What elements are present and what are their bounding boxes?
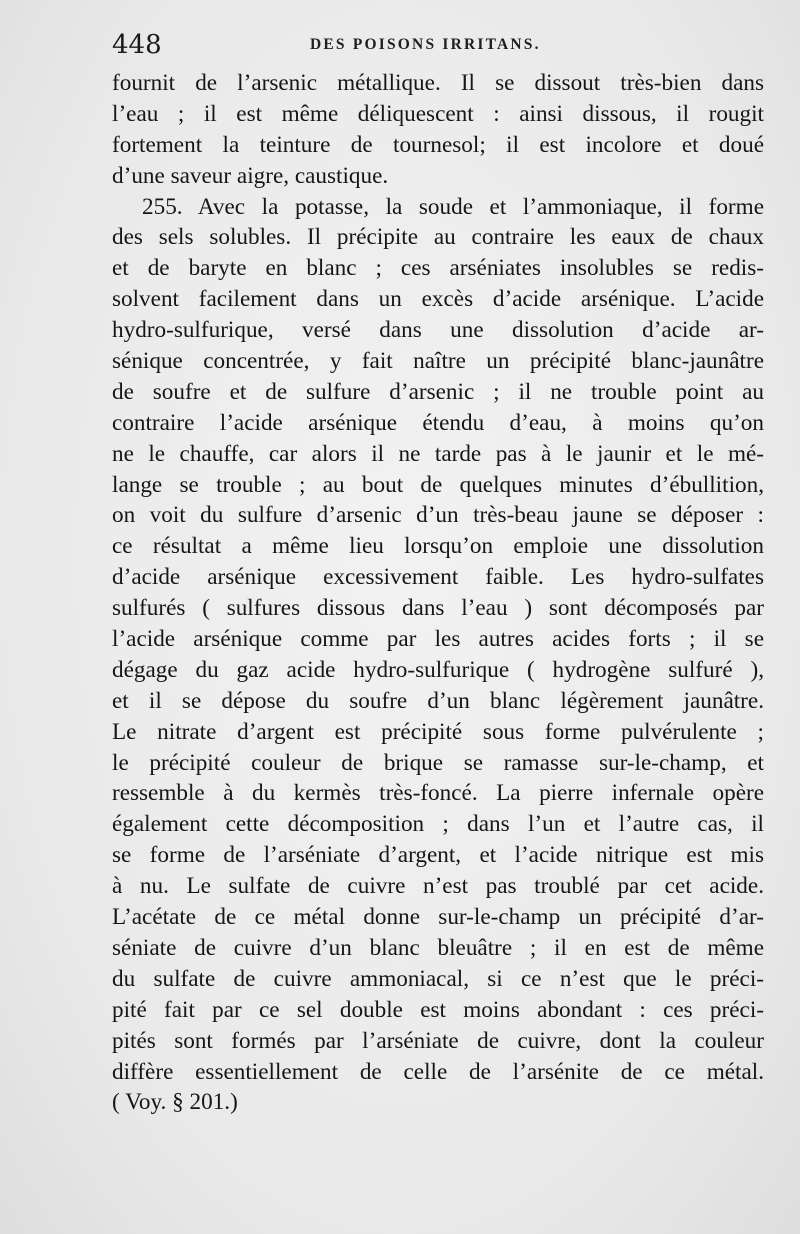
text-line: dégage du gaz acide hydro-sulfurique ( hydrogène sulfuré ), [112, 656, 764, 683]
text-line: pités sont formés par l’arséniate de cuivre, dont la couleur [112, 1027, 764, 1054]
text-line: ressemble à du kermès très-foncé. La pierre infernale opère [112, 780, 764, 807]
page-header [112, 26, 772, 66]
text-line: et de baryte en blanc ; ces arséniates insolubles se redis- [112, 255, 764, 282]
text-line: l’eau ; il est même déliquescent : ainsi dissous, il rougit [112, 100, 764, 127]
text-line: du sulfate de cuivre ammoniacal, si ce n’est que le préci- [112, 965, 764, 992]
text-line: d’acide arsénique excessivement faible. Les hydro-sulfates [112, 564, 764, 591]
text-line: on voit du sulfure d’arsenic d’un très-beau jaune se déposer : [112, 502, 764, 529]
text-line: sulfurés ( sulfures dissous dans l’eau ) sont décomposés par [112, 595, 764, 622]
text-line: et il se dépose du soufre d’un blanc légèrement jaunâtre. [112, 687, 764, 714]
text-line: des sels solubles. Il précipite au contraire les eaux de chaux [112, 224, 764, 251]
text-line: séniate de cuivre d’un blanc bleuâtre ; il en est de même [112, 934, 764, 961]
text-line: L’acétate de ce métal donne sur-le-champ un précipité d’ar- [112, 904, 764, 931]
text-line: Le nitrate d’argent est précipité sous forme pulvérulente ; [112, 718, 764, 745]
text-line: pité fait par ce sel double est moins abondant : ces préci- [112, 996, 764, 1023]
text-line: de soufre et de sulfure d’arsenic ; il ne trouble point au [112, 378, 764, 405]
text-line: lange se trouble ; au bout de quelques minutes d’ébullition, [112, 471, 764, 498]
reference-line: ( Voy. § 201.) [112, 1089, 238, 1116]
text-line: fortement la teinture de tournesol; il est incolore et doué [112, 131, 764, 158]
text-line: contraire l’acide arsénique étendu d’eau, à moins qu’on [112, 409, 764, 436]
page-number: 448 [112, 30, 162, 60]
text-line: également cette décomposition ; dans l’un et l’autre cas, il [112, 811, 764, 838]
text-line: d’une saveur aigre, caustique. [112, 162, 389, 189]
text-line: à nu. Le sulfate de cuivre n’est pas troublé par cet acide. [112, 873, 764, 900]
text-line: diffère essentiellement de celle de l’arsénite de ce métal. [112, 1058, 764, 1085]
text-line: se forme de l’arséniate d’argent, et l’acide nitrique est mis [112, 842, 764, 869]
text-line: fournit de l’arsenic métallique. Il se dissout très-bien dans [112, 70, 764, 96]
text-line: sénique concentrée, y fait naître un précipité blanc-jaunâtre [112, 348, 764, 375]
text-line: solvent facilement dans un excès d’acide arsénique. L’acide [112, 286, 764, 313]
body-text [112, 68, 764, 1118]
text-line: le précipité couleur de brique se ramasse sur-le-champ, et [112, 749, 764, 776]
paragraph-start-line: 255. Avec la potasse, la soude et l’ammoniaque, il forme [142, 193, 764, 220]
text-line: ne le chauffe, car alors il ne tarde pas à le jaunir et le mé- [112, 440, 764, 467]
text-line: hydro-sulfurique, versé dans une dissolution d’acide ar- [112, 317, 764, 344]
text-line: l’acide arsénique comme par les autres acides forts ; il se [112, 626, 764, 653]
text-line: ce résultat a même lieu lorsqu’on emploie une dissolution [112, 533, 764, 560]
running-title: DES POISONS IRRITANS. [310, 36, 541, 53]
